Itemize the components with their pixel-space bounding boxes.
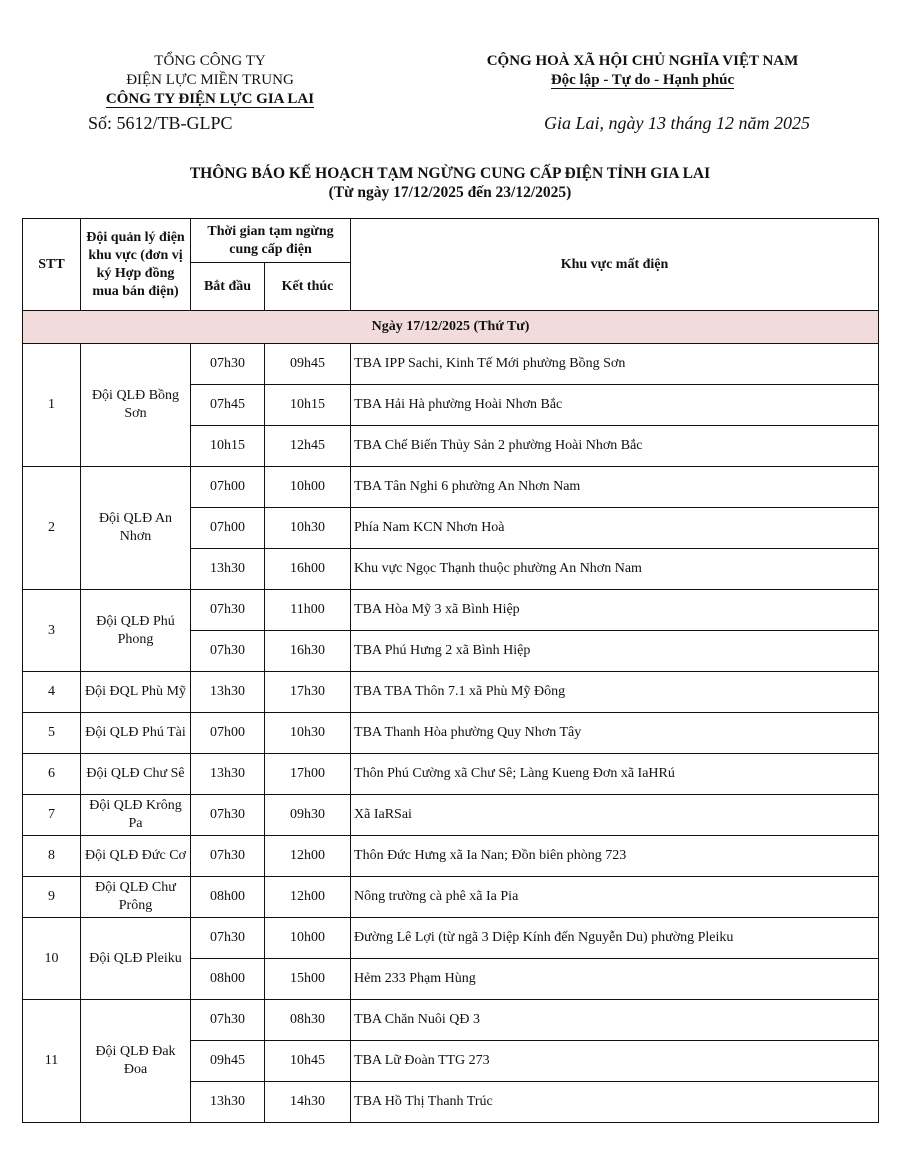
table-row <box>23 877 879 918</box>
cell-end: 08h30 <box>265 1000 351 1041</box>
cell-area: TBA TBA Thôn 7.1 xã Phù Mỹ Đông <box>351 672 879 713</box>
cell-start: 07h00 <box>191 467 265 508</box>
table-row <box>23 344 879 385</box>
table-row <box>23 795 879 836</box>
cell-start: 07h00 <box>191 508 265 549</box>
cell-end: 09h30 <box>265 795 351 836</box>
cell-end: 10h30 <box>265 713 351 754</box>
cell-team: Đội QLĐ Chư Sê <box>81 754 191 795</box>
cell-area: TBA Thanh Hòa phường Quy Nhơn Tây <box>351 713 879 754</box>
cell-team: Đội QLĐ Đức Cơ <box>81 836 191 877</box>
cell-area: TBA Chế Biến Thủy Sản 2 phường Hoài Nhơn Bắc <box>351 426 879 467</box>
table-row <box>23 713 879 754</box>
cell-end: 10h15 <box>265 385 351 426</box>
cell-end: 10h45 <box>265 1041 351 1082</box>
cell-stt: 5 <box>23 713 81 754</box>
cell-area: Đường Lê Lợi (từ ngã 3 Diệp Kính đến Nguyễn Du) phường Pleiku <box>351 918 879 959</box>
cell-stt: 2 <box>23 467 81 590</box>
cell-area: Nông trường cà phê xã Ia Pia <box>351 877 879 918</box>
cell-start: 13h30 <box>191 754 265 795</box>
issuer-company: CÔNG TY ĐIỆN LỰC GIA LAI <box>105 91 315 107</box>
cell-end: 12h45 <box>265 426 351 467</box>
cell-end: 17h00 <box>265 754 351 795</box>
header-end: Kết thúc <box>265 263 351 311</box>
table-row <box>23 836 879 877</box>
header-start: Bắt đầu <box>191 263 265 311</box>
national-header <box>470 52 815 90</box>
title-line1: THÔNG BÁO KẾ HOẠCH TẠM NGỪNG CUNG CẤP ĐIỆN TỈNH GIA LAI <box>189 165 711 182</box>
cell-team: Đội QLĐ Pleiku <box>81 918 191 1000</box>
cell-area: TBA Tân Nghi 6 phường An Nhơn Nam <box>351 467 879 508</box>
cell-end: 16h30 <box>265 631 351 672</box>
document-date: Gia Lai, ngày 13 tháng 12 năm 2025 <box>543 113 810 133</box>
cell-stt: 9 <box>23 877 81 918</box>
cell-team: Đội QLĐ Phú Tài <box>81 713 191 754</box>
table-row <box>23 918 879 959</box>
table-row <box>23 672 879 713</box>
table-row <box>23 754 879 795</box>
cell-start: 09h45 <box>191 1041 265 1082</box>
header-area: Khu vực mất điện <box>351 219 879 311</box>
cell-start: 10h15 <box>191 426 265 467</box>
cell-team: Đội QLĐ Phú Phong <box>81 590 191 672</box>
cell-stt: 1 <box>23 344 81 467</box>
schedule-body <box>23 311 879 1123</box>
header-team: Đội quản lý điện khu vực (đơn vị ký Hợp đồng mua bán điện) <box>81 219 191 311</box>
cell-start: 07h30 <box>191 344 265 385</box>
cell-end: 12h00 <box>265 877 351 918</box>
cell-team: Đội ĐQL Phù Mỹ <box>81 672 191 713</box>
cell-stt: 4 <box>23 672 81 713</box>
cell-area: TBA Hòa Mỹ 3 xã Bình Hiệp <box>351 590 879 631</box>
cell-stt: 8 <box>23 836 81 877</box>
cell-start: 07h30 <box>191 631 265 672</box>
outage-schedule-table <box>22 218 879 1123</box>
cell-area: TBA IPP Sachi, Kinh Tế Mới phường Bồng Sơn <box>351 344 879 385</box>
national-motto: Độc lập - Tự do - Hạnh phúc <box>550 72 735 88</box>
document-number: Số: 5612/TB-GLPC <box>88 113 233 133</box>
cell-area: TBA Lữ Đoàn TTG 273 <box>351 1041 879 1082</box>
document-title <box>0 164 900 202</box>
header-time-group: Thời gian tạm ngừng cung cấp điện <box>191 219 351 263</box>
day-label: Ngày 17/12/2025 (Thứ Tư) <box>23 311 879 344</box>
cell-area: Khu vực Ngọc Thạnh thuộc phường An Nhơn Nam <box>351 549 879 590</box>
cell-area: Xã IaRSai <box>351 795 879 836</box>
cell-start: 07h30 <box>191 836 265 877</box>
cell-start: 08h00 <box>191 959 265 1000</box>
cell-end: 10h30 <box>265 508 351 549</box>
cell-area: TBA Hải Hà phường Hoài Nhơn Bắc <box>351 385 879 426</box>
cell-start: 13h30 <box>191 1082 265 1123</box>
cell-end: 11h00 <box>265 590 351 631</box>
cell-area: Thôn Đức Hưng xã Ia Nan; Đồn biên phòng 723 <box>351 836 879 877</box>
issuer-parent-line1: TỔNG CÔNG TY <box>154 53 266 69</box>
cell-team: Đội QLĐ Bồng Sơn <box>81 344 191 467</box>
cell-stt: 3 <box>23 590 81 672</box>
issuer-parent-line2: ĐIỆN LỰC MIỀN TRUNG <box>126 72 294 88</box>
header-stt: STT <box>23 219 81 311</box>
cell-stt: 7 <box>23 795 81 836</box>
national-title: CỘNG HOÀ XÃ HỘI CHỦ NGHĨA VIỆT NAM <box>486 53 799 69</box>
cell-area: Thôn Phú Cường xã Chư Sê; Làng Kueng Đơn xã IaHRú <box>351 754 879 795</box>
cell-stt: 6 <box>23 754 81 795</box>
table-row <box>23 467 879 508</box>
cell-team: Đội QLĐ Đak Đoa <box>81 1000 191 1123</box>
cell-start: 07h30 <box>191 918 265 959</box>
table-row <box>23 590 879 631</box>
cell-area: Hẻm 233 Phạm Hùng <box>351 959 879 1000</box>
cell-start: 07h45 <box>191 385 265 426</box>
cell-team: Đội QLĐ Chư Prông <box>81 877 191 918</box>
cell-end: 10h00 <box>265 467 351 508</box>
cell-end: 12h00 <box>265 836 351 877</box>
cell-start: 13h30 <box>191 549 265 590</box>
cell-team: Đội QLĐ An Nhơn <box>81 467 191 590</box>
table-row <box>23 1000 879 1041</box>
cell-area: TBA Hồ Thị Thanh Trúc <box>351 1082 879 1123</box>
cell-stt: 10 <box>23 918 81 1000</box>
issuer-header <box>60 52 360 109</box>
cell-end: 14h30 <box>265 1082 351 1123</box>
cell-start: 07h00 <box>191 713 265 754</box>
cell-area: Phía Nam KCN Nhơn Hoà <box>351 508 879 549</box>
cell-end: 10h00 <box>265 918 351 959</box>
cell-end: 17h30 <box>265 672 351 713</box>
cell-start: 13h30 <box>191 672 265 713</box>
cell-end: 15h00 <box>265 959 351 1000</box>
cell-end: 16h00 <box>265 549 351 590</box>
cell-team: Đội QLĐ Krông Pa <box>81 795 191 836</box>
cell-start: 07h30 <box>191 1000 265 1041</box>
cell-area: TBA Chăn Nuôi QĐ 3 <box>351 1000 879 1041</box>
cell-start: 08h00 <box>191 877 265 918</box>
cell-area: TBA Phú Hưng 2 xã Bình Hiệp <box>351 631 879 672</box>
cell-start: 07h30 <box>191 795 265 836</box>
cell-start: 07h30 <box>191 590 265 631</box>
cell-stt: 11 <box>23 1000 81 1123</box>
cell-end: 09h45 <box>265 344 351 385</box>
title-line2: (Từ ngày 17/12/2025 đến 23/12/2025) <box>328 184 572 201</box>
